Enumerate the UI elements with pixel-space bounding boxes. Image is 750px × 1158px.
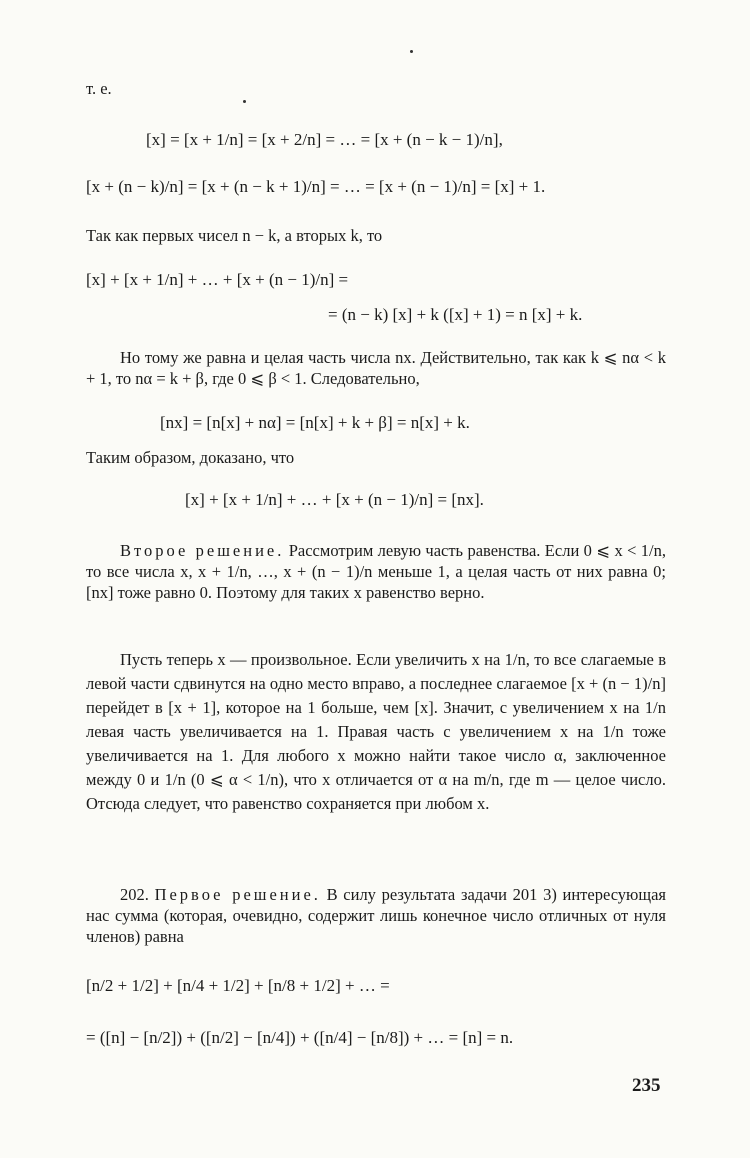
- equation-5: [x] + [x + 1/n] + … + [x + (n − 1)/n] = [nx].: [185, 490, 484, 509]
- paragraph-202: [86, 884, 666, 947]
- paragraph-since: Так как первых чисел n − k, а вторых k, то: [86, 226, 383, 245]
- page-number: 235: [632, 1075, 661, 1096]
- equation-2: [x + (n − k)/n] = [x + (n − k + 1)/n] = … = [x + (n − 1)/n] = [x] + 1.: [86, 177, 546, 196]
- paragraph-second-solution: [86, 540, 666, 603]
- problem-number: 202.: [120, 885, 149, 904]
- first-solution-heading: Первое решение.: [154, 885, 321, 904]
- paragraph-but: Но тому же равна и целая часть числа nx. Действительно, так как k ⩽ nα < k + 1, то nα = k + β, где 0 ⩽ β < 1. Следовательно,: [86, 348, 666, 388]
- second-solution-text: Рассмотрим левую часть равенства. Если 0 ⩽ x < 1/n, то все числа x, x + 1/n, …, x + (n − 1)/n меньше 1, а целая часть от них равна 0; [nx] тоже равно 0. Поэтому для таких x равенство верно.: [86, 541, 666, 602]
- print-speck: [243, 100, 246, 103]
- intro-text: т. е.: [86, 79, 112, 98]
- paragraph-thus: Таким образом, доказано, что: [86, 448, 295, 467]
- equation-6b: = ([n] − [n/2]) + ([n/2] − [n/4]) + ([n/4] − [n/8]) + … = [n] = n.: [86, 1028, 514, 1047]
- paragraph-let: Пусть теперь x — произвольное. Если увеличить x на 1/n, то все слагаемые в левой части сдвинутся на одно место вправо, а последнее слагаемое [x + (n − 1)/n] перейдет в [x + 1], которое на 1 больше, чем [x]. Значит, с увеличением x на 1/n левая часть увеличивается на 1. Правая часть с увеличением x на 1/n тоже увеличивается на 1. Для любого x можно найти такое число α, заключенное между 0 и 1/n (0 ⩽ α < 1/n), что x отличается от α на m/n, где m — целое число. Отсюда следует, что равенство сохраняется при любом x.: [86, 650, 666, 813]
- equation-4: [nx] = [n[x] + nα] = [n[x] + k + β] = n[x] + k.: [160, 413, 470, 432]
- problem-202-text: В силу результата задачи 201 3) интересующая нас сумма (которая, очевидно, содержит лишь конечное число отличных от нуля членов) равна: [86, 885, 666, 946]
- equation-3a: [x] + [x + 1/n] + … + [x + (n − 1)/n] =: [86, 270, 349, 289]
- print-speck: [410, 50, 413, 53]
- equation-6a: [n/2 + 1/2] + [n/4 + 1/2] + [n/8 + 1/2] + … =: [86, 976, 390, 995]
- equation-3b: = (n − k) [x] + k ([x] + 1) = n [x] + k.: [328, 305, 583, 324]
- second-solution-heading: Второе решение.: [120, 541, 285, 560]
- equation-1: [x] = [x + 1/n] = [x + 2/n] = … = [x + (n − k − 1)/n],: [146, 130, 503, 149]
